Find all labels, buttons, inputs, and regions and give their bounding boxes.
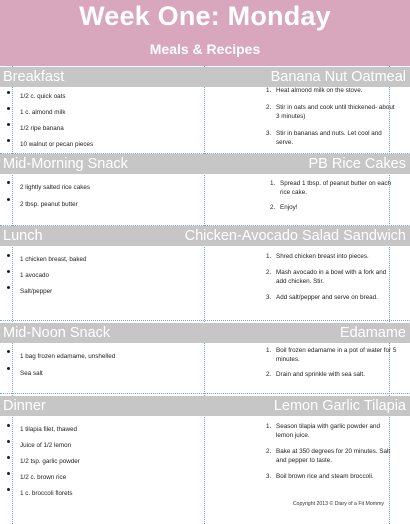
- meal-name: Lunch: [3, 228, 43, 244]
- step-item: 2. Bake at 350 degrees for 20 minutes. Salt and pepper to taste.: [266, 448, 391, 464]
- page-header: [0, 0, 410, 66]
- recipe-name: Banana Nut Oatmeal: [270, 69, 406, 85]
- layout-guide-row: [0, 393, 410, 394]
- ingredient-list-mid-noon-snack: [6, 348, 206, 382]
- layout-guide-row: [0, 320, 410, 321]
- copyright-footer: Copyright 2013 © Diary of a Fit Mommy: [292, 501, 384, 507]
- ingredient-item: 1 tilapia filet, thawed: [6, 422, 206, 438]
- ingredient-item: 2 tbsp. peanut butter: [6, 196, 206, 213]
- step-item: 3. Boil brown rice and steam broccoli.: [266, 473, 374, 480]
- step-list-lunch: [266, 252, 398, 302]
- ingredient-item: Juice of 1/2 lemon: [6, 438, 206, 454]
- meal-name: Breakfast: [3, 69, 65, 85]
- ingredient-item: Salt/pepper: [6, 284, 206, 300]
- step-item: 2. Mash avocado in a bowl with a fork and add chicken. Stir.: [266, 269, 387, 285]
- step-item: 2. Drain and sprinkle with sea salt.: [266, 371, 365, 378]
- step-list-breakfast: [266, 86, 398, 147]
- ingredient-item: 1/2 ripe banana: [6, 121, 206, 137]
- step-item: 1. Season tilapia with garlic powder and lemon juice.: [266, 423, 380, 439]
- meal-name: Mid-Morning Snack: [3, 156, 128, 172]
- meal-bar-mid-morning-snack: [0, 154, 410, 174]
- step-item: 3. Add salt/pepper and serve on bread.: [266, 294, 378, 301]
- ingredient-item: 1/2 c. brown rice: [6, 470, 206, 486]
- ingredient-item: 1/2 tsp. garlic powder: [6, 454, 206, 470]
- meal-bar-lunch: [0, 226, 410, 246]
- step-list-dinner: [266, 422, 398, 481]
- ingredient-item: 1 bag frozen edamame, unshelled: [6, 348, 206, 365]
- step-item: 2. Stir in oats and cook until thickened- about 3 minutes): [266, 104, 395, 120]
- ingredient-item: 1 avocado: [6, 268, 206, 284]
- step-list-mid-noon-snack: [266, 346, 398, 379]
- page-subtitle: Meals & Recipes: [149, 41, 261, 57]
- step-item: 1. Boil frozen edamame in a pot of water for 5 minutes.: [266, 347, 397, 363]
- meal-bar-dinner: [0, 396, 410, 416]
- ingredient-item: 1 c. broccoli florets: [6, 486, 206, 502]
- recipe-name: PB Rice Cakes: [308, 156, 406, 172]
- ingredient-list-dinner: [6, 422, 206, 502]
- ingredient-list-lunch: [6, 252, 206, 300]
- ingredient-item: 1/2 c. quick oats: [6, 89, 206, 105]
- recipe-name: Chicken-Avocado Salad Sandwich: [184, 228, 406, 244]
- page-title: Week One: Monday: [79, 1, 331, 31]
- step-item: 3. Stir in bananas and nuts. Let cool and serve.: [266, 130, 382, 146]
- ingredient-item: 1 c. almond milk: [6, 105, 206, 121]
- meal-bar-breakfast: [0, 67, 410, 87]
- ingredient-item: Sea salt: [6, 365, 206, 382]
- ingredient-list-breakfast: [6, 89, 206, 153]
- meal-bar-mid-noon-snack: [0, 323, 410, 343]
- ingredient-item: 10 walnut or pecan pieces: [6, 137, 206, 153]
- ingredient-item: 1 chicken breast, baked: [6, 252, 206, 268]
- recipe-name: Edamame: [339, 325, 406, 341]
- meal-name: Mid-Noon Snack: [3, 325, 111, 341]
- ingredient-list-mid-morning-snack: [6, 179, 206, 213]
- step-item: 1. Shred chicken breast into pieces.: [266, 253, 369, 260]
- meal-name: Dinner: [3, 398, 46, 414]
- step-item: 1. Heat almond milk on the stove.: [266, 87, 363, 94]
- step-item: 1. Spread 1 tbsp. of peanut butter on each rice cake.: [270, 180, 391, 196]
- ingredient-item: 2 lightly salted rice cakes: [6, 179, 206, 196]
- step-list-mid-morning-snack: [270, 179, 398, 212]
- recipe-name: Lemon Garlic Tilapia: [273, 398, 406, 414]
- step-item: 2. Enjoy!: [270, 204, 298, 211]
